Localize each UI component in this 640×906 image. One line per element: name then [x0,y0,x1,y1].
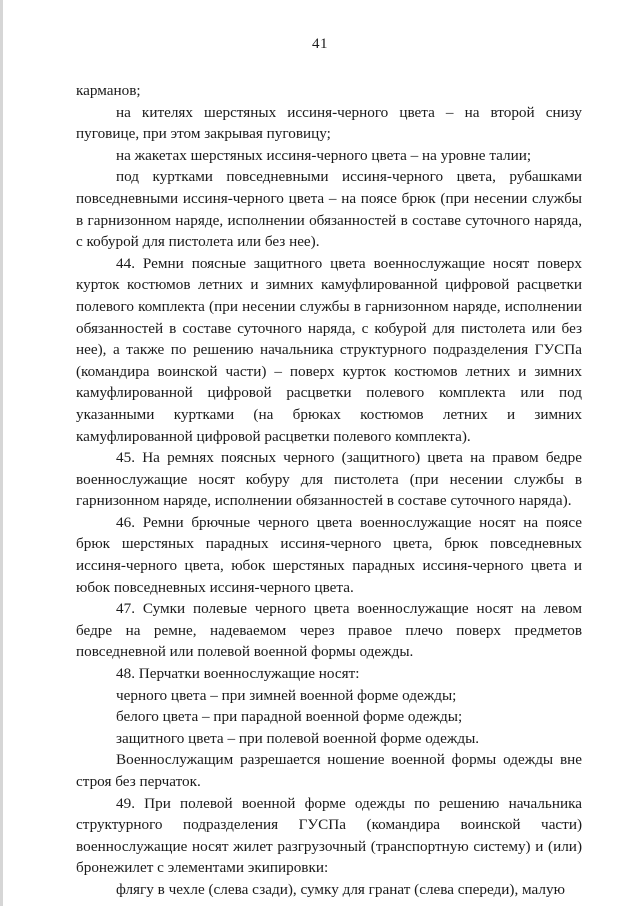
paragraph: на жакетах шерстяных иссиня-черного цвета – на уровне талии; [116,146,532,164]
paragraph-48: 48. Перчатки военнослужащие носят: [116,665,360,683]
document-body [76,80,582,901]
paragraph-45: 45. На ремнях поясных черного (защитного) цвета на правом бедре военнослужащие носят кобуру для пистолета (при несении службы в гарнизонном наряде, исполнении обязанностей в составе суточного наряда). [76,449,582,510]
scan-edge [0,0,3,906]
paragraph: под куртками повседневными иссиня-черного цвета, рубашками повседневными иссиня-черного цвета – на поясе брюк (при несении службы в гарнизонном наряде, исполнении обязанностей в составе суточного наряда, с кобурой для пистолета или без нее). [76,168,582,251]
paragraph-46: 46. Ремни брючные черного цвета военнослужащие носят на поясе брюк шерстяных парадных иссиня-черного цвета, брюк повседневных иссиня-черного цвета, юбок шерстяных парадных иссиня-черного цвета и юбок повседневных иссиня-черного цвета. [76,513,582,596]
paragraph-44: 44. Ремни поясные защитного цвета военнослужащие носят поверх курток костюмов летних и зимних камуфлированной цифровой расцветки полевого комплекта (при несении службы в гарнизонном наряде, исполнении обязанностей в составе суточного наряда, с кобурой для пистолета или без нее), а также по решению начальника структурного подразделения ГУСПа (командира воинской части) – поверх курток костюмов летних и зимних камуфлированной цифровой расцветки полевого комплекта или под указанными куртками (на брюках костюмов летних и зимних камуфлированной цифровой расцветки полевого комплекта). [76,254,582,445]
paragraph: карманов; [76,82,141,99]
paragraph: на кителях шерстяных иссиня-черного цвета – на второй снизу пуговице, при этом закрывая пуговицу; [76,103,582,143]
paragraph: Военнослужащим разрешается ношение военной формы одежды вне строя без перчаток. [76,751,582,790]
paragraph-47: 47. Сумки полевые черного цвета военнослужащие носят на левом бедре на ремне, надеваемом через правое плечо поверх предметов повседневной или полевой военной формы одежды. [76,600,582,661]
paragraph-49: 49. При полевой военной форме одежды по решению начальника структурного подразделения ГУСПа (командира воинской части) военнослужащие носят жилет разгрузочный (транспортную систему) и (или) бронежилет с элементами экипировки: [76,794,582,877]
page-number: 41 [312,36,328,52]
paragraph: черного цвета – при зимней военной форме одежды; [116,686,457,704]
paragraph: защитного цвета – при полевой военной форме одежды. [116,729,480,747]
paragraph: флягу в чехле (слева сзади), сумку для гранат (слева спереди), малую [116,880,565,898]
paragraph: белого цвета – при парадной военной форме одежды; [116,708,463,726]
